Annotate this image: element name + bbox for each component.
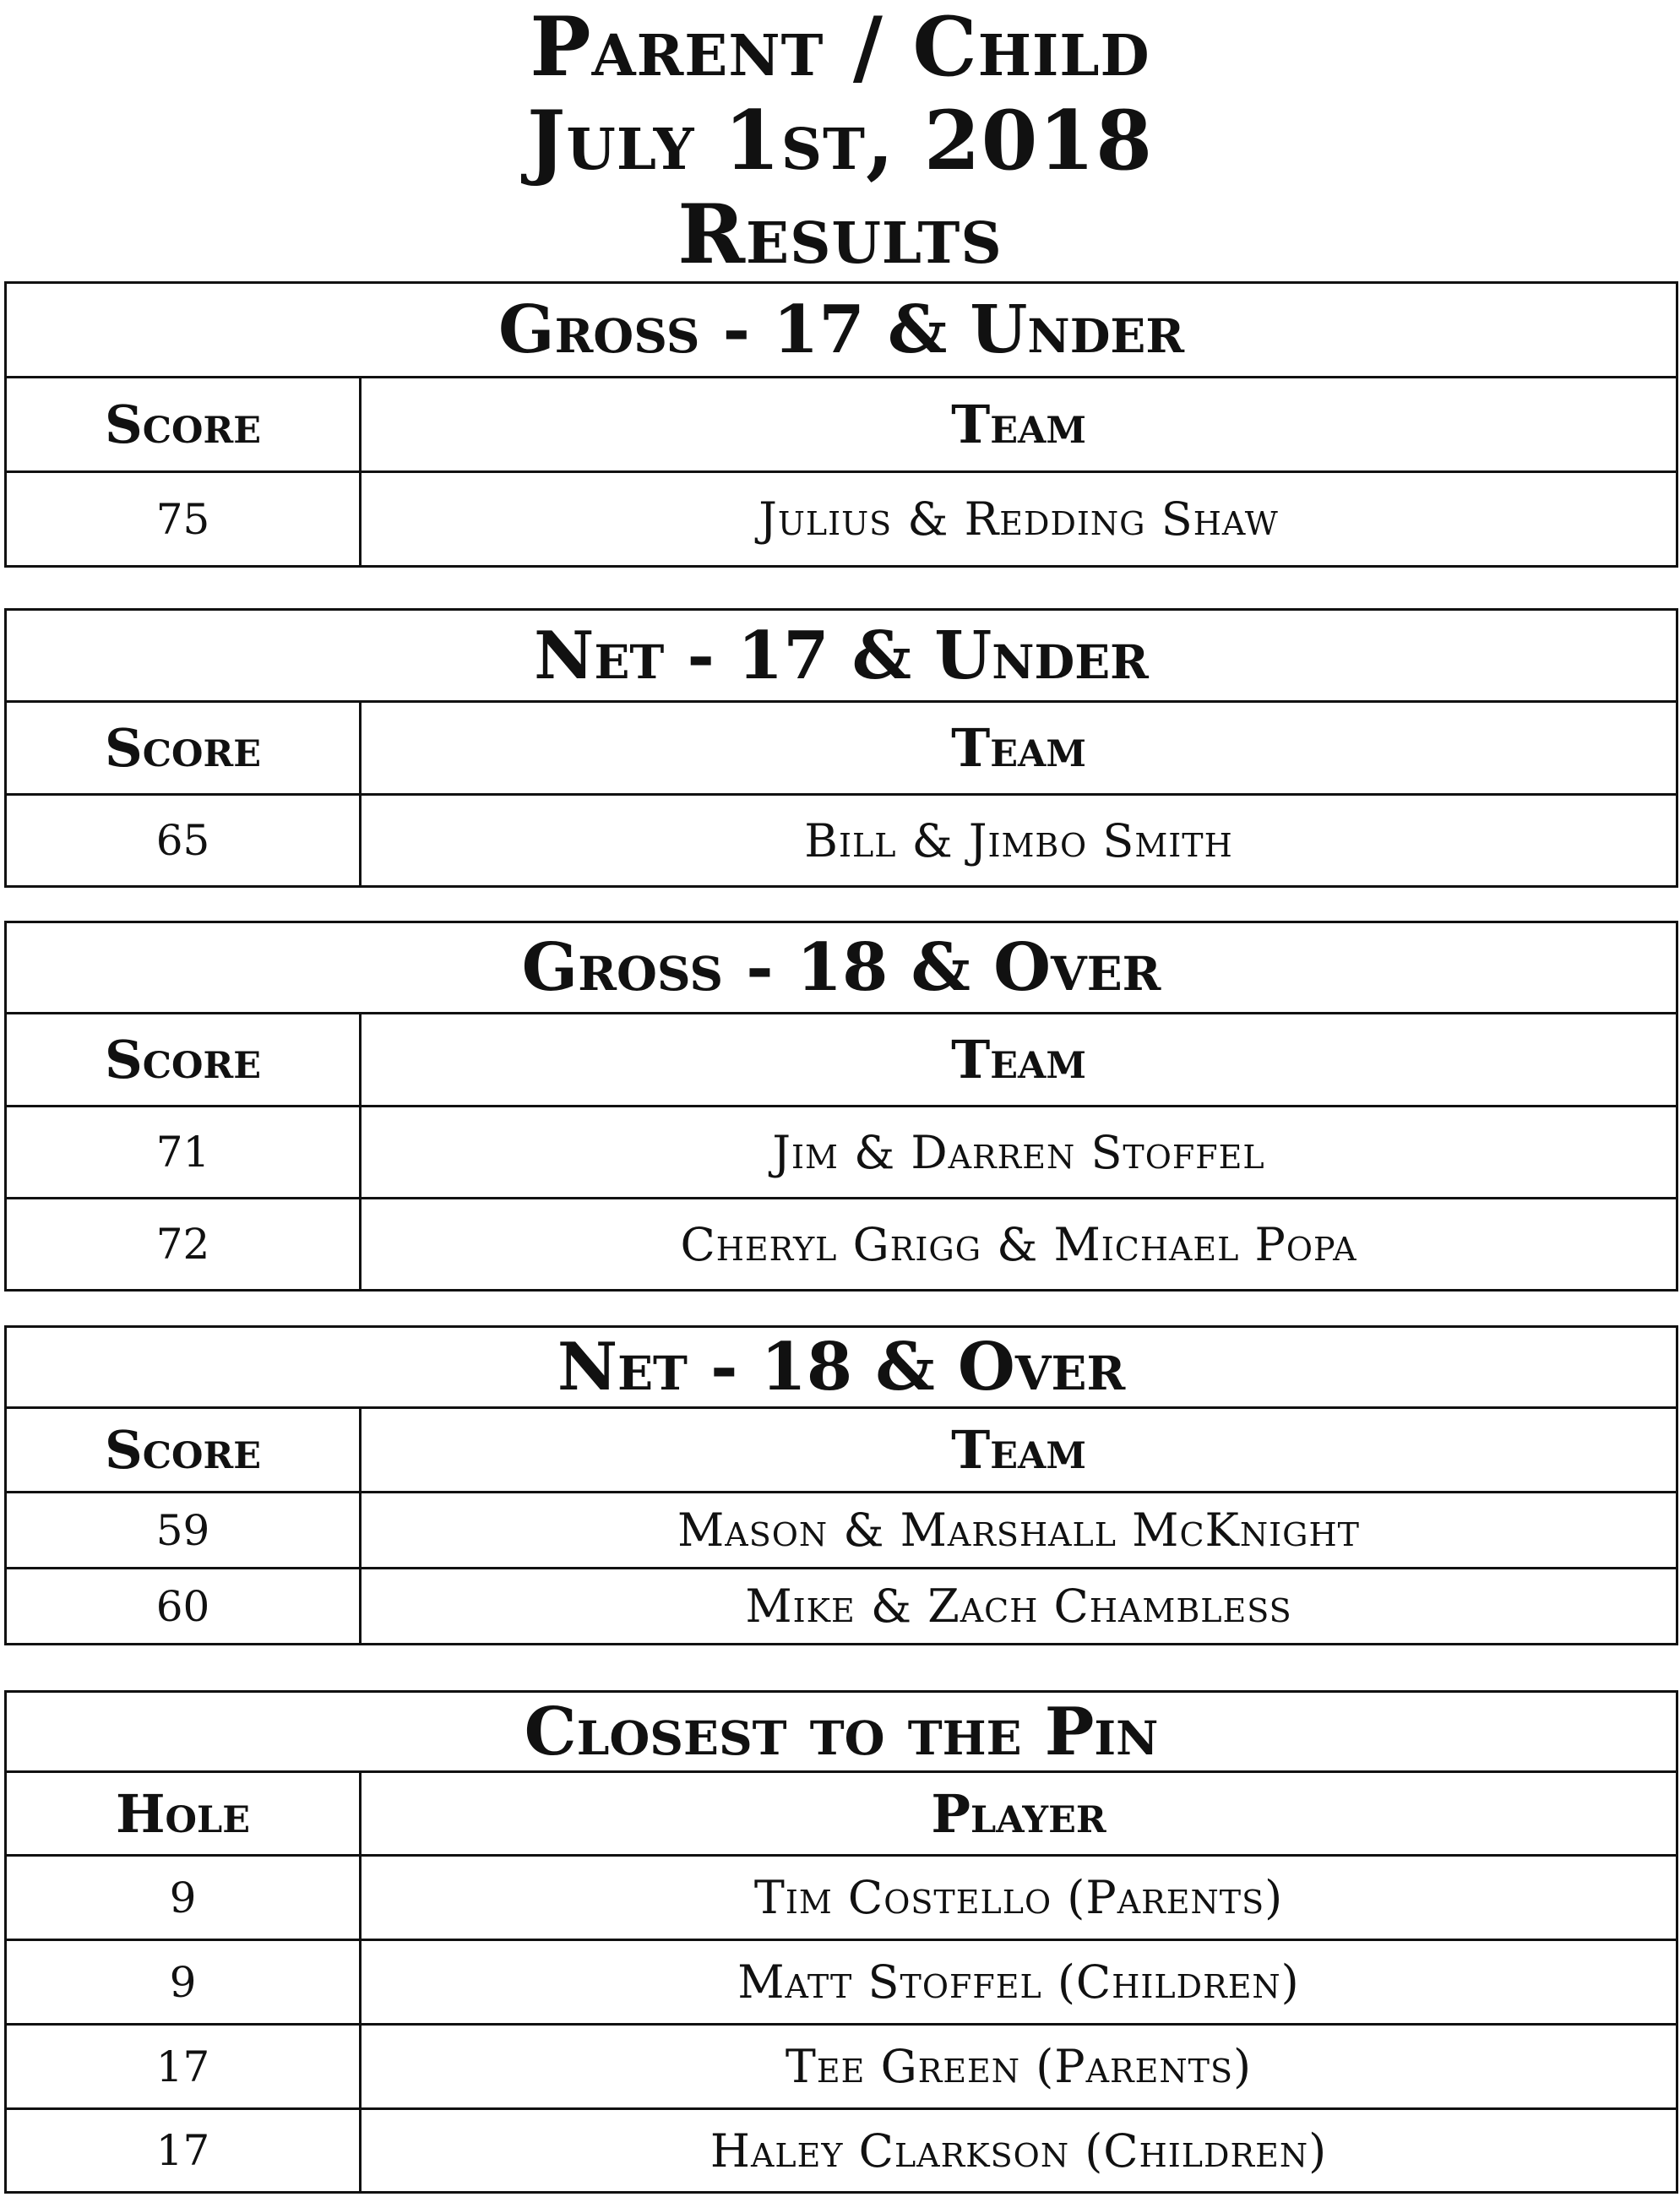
section-heading: Gross - 17 & Under: [6, 283, 1677, 378]
column-header-score: Score: [6, 1408, 361, 1493]
table-row: [6, 1493, 1677, 1569]
score-cell: 60: [6, 1569, 361, 1645]
player-cell: Tee Green (Parents): [361, 2025, 1677, 2109]
column-header-team: Team: [361, 378, 1677, 472]
results-table-net-17-under: [4, 608, 1678, 888]
team-cell: Mike & Zach Chambless: [361, 1569, 1677, 1645]
table-row: [6, 795, 1677, 887]
section-heading: Closest to the Pin: [6, 1692, 1677, 1772]
team-cell: Mason & Marshall McKnight: [361, 1493, 1677, 1569]
section-heading: Net - 17 & Under: [6, 610, 1677, 702]
score-cell: 75: [6, 472, 361, 567]
title-event: Parent / Child: [530, 0, 1150, 95]
player-cell: Haley Clarkson (Children): [361, 2109, 1677, 2193]
column-header-player: Player: [361, 1772, 1677, 1856]
table-row: [6, 1940, 1677, 2025]
score-cell: 71: [6, 1107, 361, 1199]
score-cell: 72: [6, 1199, 361, 1291]
results-table-gross-18-over: [4, 921, 1678, 1292]
results-table-gross-17-under: [4, 281, 1678, 568]
column-header-score: Score: [6, 378, 361, 472]
section-heading: Gross - 18 & Over: [6, 922, 1677, 1014]
team-cell: Jim & Darren Stoffel: [361, 1107, 1677, 1199]
hole-cell: 17: [6, 2025, 361, 2109]
score-cell: 65: [6, 795, 361, 887]
table-row: [6, 1199, 1677, 1291]
column-header-score: Score: [6, 702, 361, 795]
column-header-score: Score: [6, 1014, 361, 1107]
results-table-net-18-over: [4, 1325, 1678, 1645]
hole-cell: 9: [6, 1940, 361, 2025]
hole-cell: 9: [6, 1856, 361, 1940]
player-cell: Tim Costello (Parents): [361, 1856, 1677, 1940]
title-results: Results: [677, 187, 1003, 282]
table-row: [6, 1107, 1677, 1199]
section-heading: Net - 18 & Over: [6, 1327, 1677, 1408]
table-row: [6, 1856, 1677, 1940]
score-cell: 59: [6, 1493, 361, 1569]
team-cell: Bill & Jimbo Smith: [361, 795, 1677, 887]
team-cell: Cheryl Grigg & Michael Popa: [361, 1199, 1677, 1291]
title-date: July 1st, 2018: [527, 93, 1153, 188]
column-header-team: Team: [361, 702, 1677, 795]
table-row: [6, 2109, 1677, 2193]
hole-cell: 17: [6, 2109, 361, 2193]
team-cell: Julius & Redding Shaw: [361, 472, 1677, 567]
page-title: [0, 0, 1680, 281]
table-row: [6, 472, 1677, 567]
column-header-hole: Hole: [6, 1772, 361, 1856]
table-row: [6, 1569, 1677, 1645]
column-header-team: Team: [361, 1014, 1677, 1107]
results-table-closest-to-pin: [4, 1690, 1678, 2194]
column-header-team: Team: [361, 1408, 1677, 1493]
table-row: [6, 2025, 1677, 2109]
player-cell: Matt Stoffel (Children): [361, 1940, 1677, 2025]
